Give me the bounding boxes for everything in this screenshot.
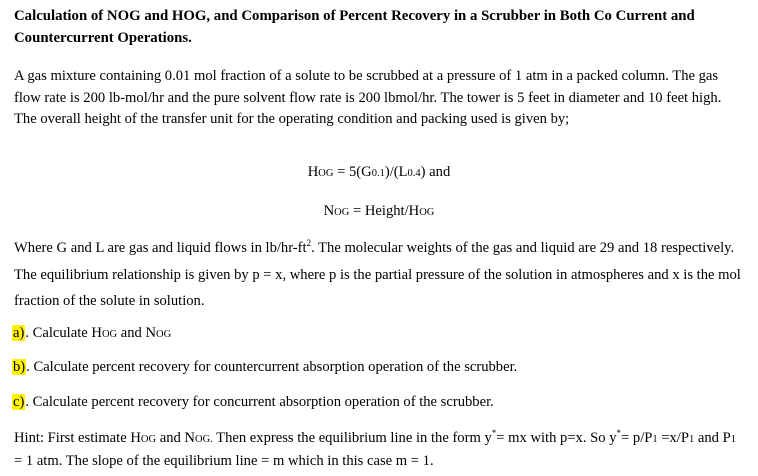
equation-nog: NOG = Height/HOG: [323, 203, 435, 219]
question-c-marker: c): [13, 394, 25, 410]
problem-title: Calculation of NOG and HOG, and Comparison of Percent Recovery in a Scrubber in Both Co Current and Countercurrent Operations.: [14, 8, 695, 46]
title-subscript-og-2: OG,: [183, 8, 211, 24]
question-c: c). Calculate percent recovery for concurrent absorption operation of the scrubber.: [13, 394, 494, 410]
question-a-marker: a): [13, 325, 25, 341]
hint-paragraph: Hint: First estimate HOG and NOG. Then express the equilibrium line in the form y*= mx with p=x. So y*= p/P1 =x/P1 and P1 = 1 atm. The slope of the equilibrium line = m which in this case m = 1.: [14, 428, 736, 469]
variables-paragraph: Where G and L are gas and liquid flows in $lb/hr-ft^2$. The molecular weights of the gas and liquid are 29 and 18 respectively. The equilibrium relationship is given by p = x, where p is the partial pressure of the solution in atmospheres and x is the mol fraction of the solute in solution.: [14, 238, 741, 309]
equation-hog: HOG = 5(G0.1)/(L0.4) and: [307, 164, 451, 180]
title-subscript-og: OG: [117, 8, 141, 24]
question-a: a). Calculate HOG and NOG: [13, 325, 172, 341]
question-b-marker: b): [13, 359, 26, 375]
question-b: b). Calculate percent recovery for countercurrent absorption operation of the scrubber.: [13, 359, 518, 375]
problem-intro-paragraph: A gas mixture containing 0.01 mol fraction of a solute to be scrubbed at a pressure of 1 atm in a packed column. The gas flow rate is 200 lb-mol/hr and the pure solvent flow rate is 200 lbmol/hr. The tower is 5 feet in diameter and 10 feet high. The overall height of the transfer unit for the operating condition and packing used is given by;: [14, 68, 722, 127]
